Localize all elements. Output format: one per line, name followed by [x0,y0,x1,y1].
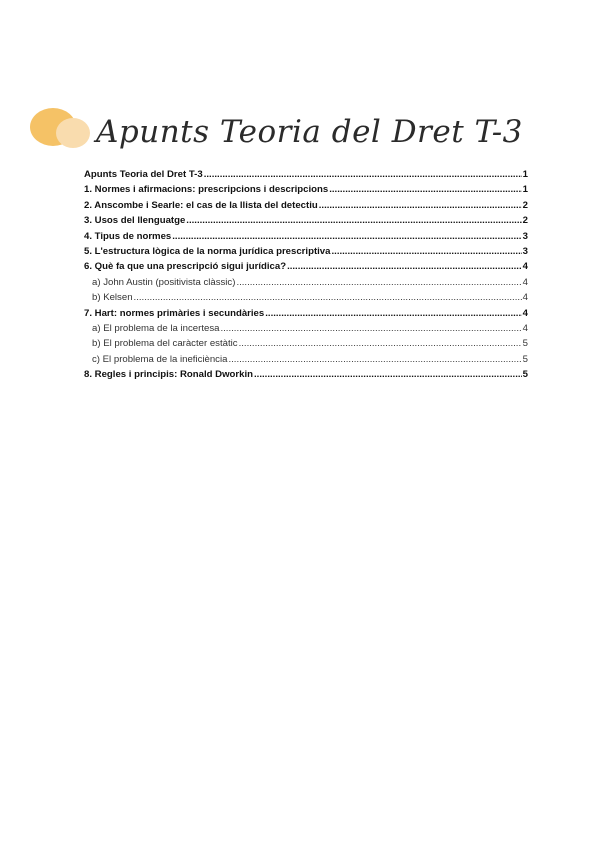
toc-entry-label: a) El problema de la incertesa [92,322,220,334]
toc-entry-label: 6. Què fa que una prescripció sigui jurídica? [84,261,287,273]
toc-entry[interactable] [84,367,528,382]
toc-entry-page: 5 [522,338,528,350]
toc-entry-page: 4 [522,292,528,304]
toc-entry-page: 5 [522,369,528,381]
toc-leader-dots [265,306,521,321]
toc-entry-label: 8. Regles i principis: Ronald Dworkin [84,369,253,381]
toc-entry-page: 4 [522,261,528,273]
toc-entry-label: 4. Tipus de normes [84,230,172,242]
toc-subentry[interactable] [84,321,528,336]
toc-entry-page: 2 [522,199,528,211]
toc-leader-dots [172,229,521,244]
toc-entry-label: 2. Anscombe i Searle: el cas de la llista del detectiu [84,199,318,211]
toc-entry-label: 7. Hart: normes primàries i secundàries [84,307,265,319]
toc-leader-dots [228,352,521,367]
toc-entry-page: 4 [522,307,528,319]
toc-entry[interactable] [84,167,528,182]
page-title: Apunts Teoria del Dret T-3 [96,114,523,150]
toc-subentry[interactable] [84,275,528,290]
toc-leader-dots [220,321,521,336]
toc-entry-page: 3 [522,245,528,257]
toc-leader-dots [204,167,522,182]
toc-leader-dots [319,198,522,213]
toc-entry-label: a) John Austin (positivista clàssic) [92,276,236,288]
toc-leader-dots [329,182,521,197]
logo-blob-icon [30,106,92,150]
toc-entry-label: c) El problema de la ineficiència [92,353,228,365]
toc-leader-dots [331,244,521,259]
toc-entry-label: 5. L'estructura lògica de la norma jurídica prescriptiva [84,245,331,257]
logo-circle-small [56,118,90,148]
toc-entry-page: 4 [522,276,528,288]
toc-subentry[interactable] [84,352,528,367]
toc-entry-page: 2 [522,215,528,227]
toc-subentry[interactable] [84,290,528,305]
toc-entry[interactable] [84,244,528,259]
toc-entry-page: 3 [522,230,528,242]
toc-entry[interactable] [84,213,528,228]
toc-entry-label: 3. Usos del llenguatge [84,215,186,227]
toc-entry[interactable] [84,182,528,197]
table-of-contents [84,167,528,382]
toc-leader-dots [186,213,521,228]
toc-entry[interactable] [84,198,528,213]
toc-subentry[interactable] [84,336,528,351]
toc-leader-dots [254,367,522,382]
toc-entry-label: b) Kelsen [92,292,133,304]
toc-leader-dots [236,275,521,290]
toc-entry-label: Apunts Teoria del Dret T-3 [84,169,203,180]
toc-entry-page: 1 [522,169,528,180]
toc-leader-dots [134,290,522,305]
toc-entry-label: b) El problema del caràcter estàtic [92,338,238,350]
toc-entry[interactable] [84,306,528,321]
toc-entry[interactable] [84,259,528,274]
toc-entry-label: 1. Normes i afirmacions: prescripcions i descripcions [84,184,329,196]
toc-entry-page: 5 [522,353,528,365]
toc-entry[interactable] [84,229,528,244]
toc-entry-page: 4 [522,322,528,334]
toc-entry-page: 1 [522,184,528,196]
toc-leader-dots [239,336,522,351]
toc-leader-dots [287,259,522,274]
